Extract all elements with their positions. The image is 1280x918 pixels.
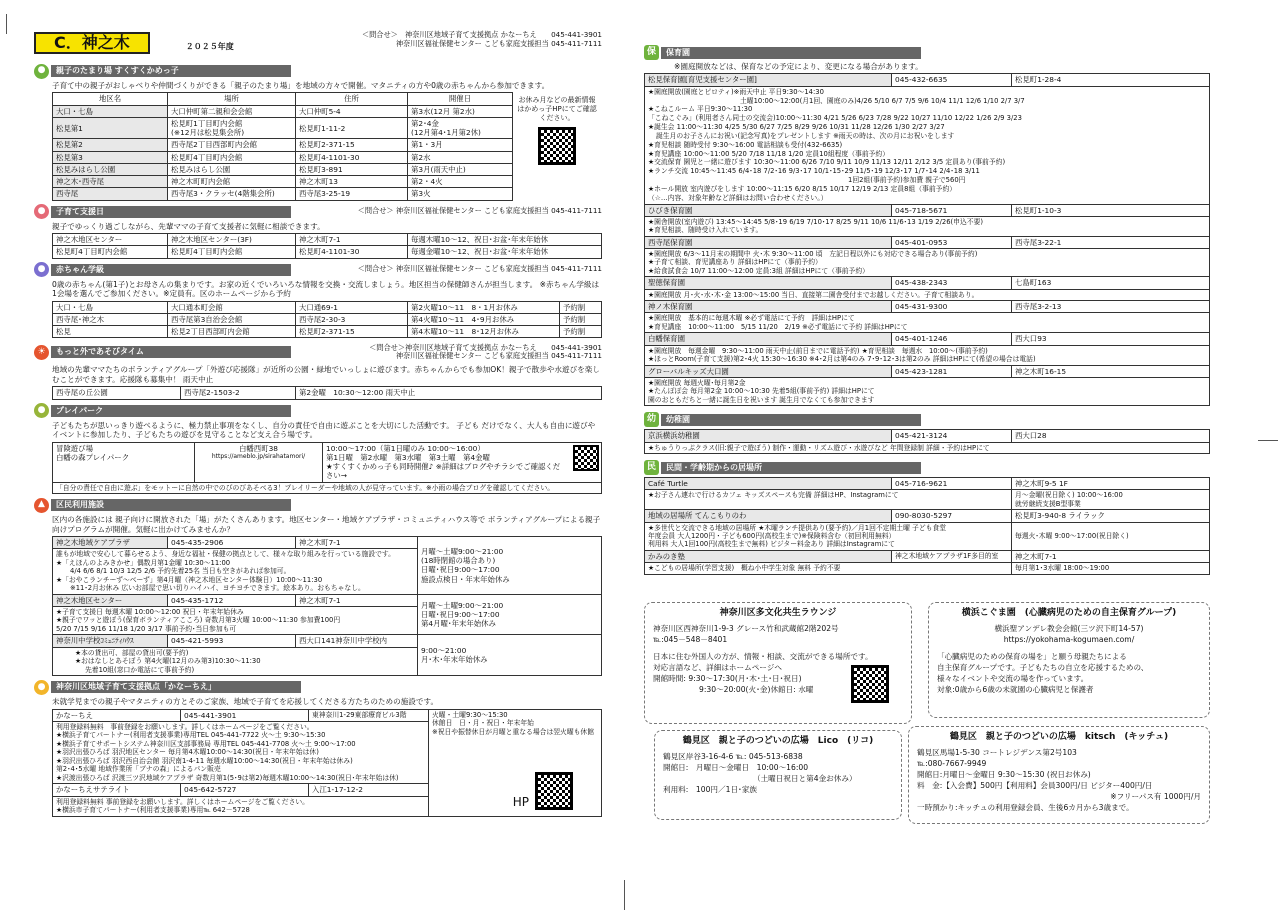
frog-icon: ● bbox=[34, 64, 49, 79]
table-cell: 西大口28 bbox=[1012, 430, 1210, 442]
table-cell: 西大口141神奈川中学校内 bbox=[296, 635, 418, 647]
table-cell: 松見町1-10-3 bbox=[1012, 204, 1210, 216]
baby-class-table bbox=[52, 301, 602, 339]
section-title: プレイパーク bbox=[51, 405, 291, 417]
table-cell: 神之木･西寺尾 bbox=[53, 176, 168, 188]
table-cell: 045-718-5671 bbox=[892, 204, 1012, 216]
text-block: ★「おやこランチーず～べーず」第4月曜（神之木地区センター体験日）10:00～11:30 bbox=[56, 575, 323, 584]
table-cell: ★こどもの居場所(学習支援) 概ね小中学生対象 無料 予約不要 bbox=[645, 563, 1012, 574]
table-cell: 大口通本町会館 bbox=[168, 301, 296, 313]
text-block: （☆…内容、対象年齢など詳細はお問い合わせください。） bbox=[648, 193, 828, 202]
table-cell: 西寺尾･神之木 bbox=[53, 313, 168, 325]
table-cell: 045-401-1246 bbox=[892, 333, 1012, 345]
baby-icon: ● bbox=[34, 262, 49, 277]
text-block: 地域の先輩ママたちのボランティアグループ「外遊び応援隊」が近所の公園・緑地でいっしょに遊びます。赤ちゃんからでも参加OK！親子で散歩や水遊びを楽しむことができます。応援隊も募集中！ 雨天中止 bbox=[52, 365, 600, 384]
table-cell: 第2金曜 10:30～12:00 雨天中止 bbox=[296, 387, 602, 399]
text-block: ★誕生会 11:00～11:30 4/25 5/30 6/27 7/25 8/29 9/26 10/31 11/28 12/26 1/30 2/27 3/27 bbox=[648, 123, 945, 132]
text-block: ★育児講座 10:00～11:00 5/20 7/18 11/18 1/20 定員10組程度（事前予約） bbox=[648, 149, 890, 158]
kindergarten-table bbox=[644, 429, 1210, 454]
text-block: ★ランチ交流 10:45～11:45 6/4･18 7/2･16 9/3･17 10/1･15･29 11/5･19 12/3･17 1/7･14 2/4･18 3/11 bbox=[648, 167, 980, 176]
page-title: C．神之木 bbox=[34, 32, 150, 54]
text-block: ★羽沢出張ひろば 羽沢地区センター 毎月第4木曜10:00～14:30(祝日・年末年始は休) bbox=[56, 748, 319, 757]
text-block: ℡:045－548－8401 bbox=[653, 635, 728, 645]
section-title: もっと外であそびタイム bbox=[51, 346, 291, 358]
text-block bbox=[34, 63, 602, 79]
text-block: 5/20 7/15 9/16 11/18 1/20 3/17 事前予約･当日参加も可 bbox=[56, 624, 237, 633]
table-cell: 松見保育園[育児支援センター園] bbox=[645, 74, 892, 86]
text-block: 開館時間: 9:30～17:30(月･木･土･日･祝日) bbox=[653, 674, 802, 684]
text-block: 第2･4･5水曜 地域作業所「ブナの森」によるパン販売 bbox=[56, 765, 221, 774]
text-block: 「心臓病児のための保育の場を」と願う母親たちによる bbox=[937, 652, 1127, 662]
text-block: ℡:080-7667-9949 bbox=[917, 759, 987, 769]
tamariba-table bbox=[52, 92, 513, 200]
text-block: 白幡の森プレイパーク bbox=[56, 452, 130, 462]
table-cell bbox=[645, 313, 1210, 333]
text-block: 開館日: 月曜日～金曜日 10:00～16:00 bbox=[663, 763, 809, 773]
section-title: 子育て支援日 bbox=[51, 206, 291, 218]
text-block: ★給食試食会 10/7 11:00～12:00 定員:3組 詳細はHPにて（事前予約） bbox=[648, 266, 869, 275]
table-cell: 神之木町16-15 bbox=[1012, 365, 1210, 377]
table-cell: 地域の居場所 てんこもりのわ bbox=[645, 510, 892, 522]
section-title: 区民利用施設 bbox=[51, 499, 291, 511]
table-cell bbox=[645, 522, 1012, 550]
text-block: （土曜日祝日と第4金お休み） bbox=[753, 774, 857, 784]
table-cell: 東神奈川1-29東部療育ビル3階 bbox=[309, 709, 429, 721]
text-block: ★園庭開放 月･火･水･木･金 13:00～15:00 当日、直接第二園舎受付までお越しください。子育て相談あり。 bbox=[648, 290, 979, 299]
text-block: ★おはなしとあそぼう 第4火曜(12月のみ第3)10:30～11:30 bbox=[75, 657, 261, 666]
text-block: 年度会員 大人1200円・子ども600円(高校生まで)※保険料含む（初回利用無料） bbox=[648, 531, 896, 540]
qr-code-icon[interactable] bbox=[851, 665, 889, 703]
outdoor-table bbox=[52, 386, 602, 399]
left-column bbox=[34, 32, 602, 817]
table-cell: 西寺尾の丘公園 bbox=[53, 387, 181, 399]
table-cell: 西寺尾3-25-19 bbox=[296, 188, 408, 200]
table-cell: 白幡保育園 bbox=[645, 333, 892, 345]
text-block: 9:30～20:00(火･金)休館日: 水曜 bbox=[699, 685, 814, 695]
text-block: ★すくすくかめっ子も同時開催♪ ※詳細はブログやチラシでご確認ください→ bbox=[326, 462, 561, 481]
table-cell: 松見町1丁目町内会館 (※12月は松見集会所) bbox=[168, 117, 296, 139]
text-block: 神奈川区福祉保健センター こども家庭支援担当 045-411-7111 bbox=[395, 351, 602, 361]
table-cell: 毎週木曜10～12、祝日･お盆･年末年始休 bbox=[408, 234, 602, 246]
table-cell: 9:00～21:00 月･木･年末年始休み bbox=[418, 635, 602, 676]
text-block: 1回2組(事前予約)参加費 親子で560円 bbox=[848, 176, 966, 185]
table-cell: 045-432-6635 bbox=[892, 74, 1012, 86]
table-cell: 京浜横浜幼稚園 bbox=[645, 430, 892, 442]
text-block: 子どもたちが思いっきり遊べるように、極力禁止事項をなくし、自分の責任で自由に遊ぶことを大切にした活動です。 子ども だけでなく、大人も自由に遊びやイベントに参加したり、子どもたちの遊びを見守ることなど支え合う場です。 bbox=[52, 420, 596, 440]
kindergarten-tag-icon: 幼 bbox=[644, 412, 659, 427]
text-block: 対応言語など、詳細はホームページへ bbox=[653, 663, 782, 673]
text-block: ★園庭開放(園庭とピロティ)※雨天中止 平日9:30～14:30 bbox=[648, 87, 824, 96]
table-cell: 045-438-2343 bbox=[892, 277, 1012, 289]
table-cell: 西寺尾保育園 bbox=[645, 236, 892, 248]
text-block bbox=[34, 679, 602, 695]
year-label: ２０２５年度 bbox=[185, 42, 234, 51]
table-cell: 月曜～土曜9:00～21:00 日曜･祝日9:00～17:00 第4月曜･年末年始休み bbox=[418, 594, 602, 635]
table-cell: 大口・七島 bbox=[53, 301, 168, 313]
table-cell: 西寺尾3・クラッセ(4階集会所) bbox=[168, 188, 296, 200]
table-cell: 松見第2 bbox=[53, 139, 168, 151]
table-cell: 第4木曜10～11 8･12月お休み bbox=[408, 326, 560, 338]
table-cell: 045-642-5727 bbox=[181, 784, 309, 796]
table-cell: 045-435-2906 bbox=[168, 537, 296, 549]
table-cell: 第2･4金 (12月第4･1月第2休) bbox=[408, 117, 513, 139]
text-block bbox=[369, 344, 602, 361]
side-note: お休み月などの最新情報はかめっ子HPにてご確認ください。 bbox=[517, 96, 597, 122]
table-cell: ★お子さん連れで行けるカフェ キッズスペースも完備 詳細はHP、Instagramにて bbox=[645, 490, 1012, 510]
table-cell bbox=[645, 345, 1210, 365]
text-block: ★子育て支援日 毎週木曜 10:00～12:00 祝日・年末年始休み bbox=[56, 608, 244, 616]
text-block: 「こねこぐみ」(利用者さん同士の交流会)10:00～11:30 4/21 5/26 6/23 7/28 9/22 10/27 11/10 12/22 1/26 2/9 3/23 bbox=[648, 114, 1022, 123]
header-contact bbox=[362, 30, 602, 48]
text-block: 誕生月のお子さんにお祝い(記念写真)をプレゼントします ※雨天の時は、次の月にお祝いをします bbox=[656, 131, 955, 140]
table-cell: 045-421-5993 bbox=[168, 635, 296, 647]
facility-table bbox=[52, 536, 602, 676]
table-cell: 045-431-9300 bbox=[892, 301, 1012, 313]
text-block: 鶴見区岸谷3-16-4-6 ℡: 045-513-6838 bbox=[663, 752, 803, 762]
table-cell: かなーちえ bbox=[53, 709, 181, 721]
support-day-table bbox=[52, 233, 602, 259]
text-block bbox=[34, 233, 602, 259]
table-cell: 月～金曜(祝日除く) 10:00～16:00 就労継続支援B型事業 bbox=[1012, 490, 1210, 510]
text-block: 園のおともだちと一緒に誕生日を祝います 誕生月でなくても参加できます bbox=[648, 395, 875, 404]
table-cell: 西寺尾2丁目西部町内会館 bbox=[168, 139, 296, 151]
table-cell: 七島町163 bbox=[1012, 277, 1210, 289]
text-block: ＜問合せ＞ 神奈川区福祉保健センター こども家庭支援担当 045-411-7111 bbox=[357, 264, 602, 274]
table-cell: Café Turtle bbox=[645, 478, 892, 490]
table-cell bbox=[645, 216, 1210, 236]
table-cell: 大口仲町5-4 bbox=[296, 105, 408, 117]
text-block: https://yokohama-kogumaen.com/ bbox=[1003, 635, 1135, 645]
table-cell: 松見みはらし公園 bbox=[168, 163, 296, 175]
table-cell bbox=[53, 607, 418, 635]
text-block: ★たんぽぽ会 毎月第2金 10:00～10:30 先着5組(事前予約) 詳細はHPにて bbox=[648, 387, 875, 396]
section-title: 幼稚園 bbox=[661, 414, 921, 426]
table-cell: 神奈川中学校ｺﾐｭﾆﾃｨﾊｳｽ bbox=[53, 635, 168, 647]
text-block: ★本の貸出可、部屋の貸出可(要予約) bbox=[75, 648, 189, 657]
table-cell: 西寺尾 bbox=[53, 188, 168, 200]
kogumaen-panel bbox=[928, 602, 1210, 718]
table-cell: 大口仲町第二親和会会館 bbox=[168, 105, 296, 117]
text-block: 神奈川区西神奈川1-9-3 グレース竹和武蔵館2階202号 bbox=[653, 624, 839, 634]
person-icon: ● bbox=[34, 680, 49, 695]
table-cell: 第3月(雨天中止) bbox=[408, 163, 513, 175]
text-block: 開館日:月曜日～金曜日 9:30～15:30 (祝日お休み) bbox=[917, 770, 1091, 780]
table-cell bbox=[323, 442, 602, 482]
table-header: 住所 bbox=[296, 93, 408, 105]
crop-mark bbox=[624, 880, 625, 910]
text-block: ＜問合せ＞ 神奈川区地域子育て支援拠点 かなーちえ 045-441-3901 bbox=[361, 30, 602, 39]
text-block bbox=[644, 45, 1210, 60]
text-block: ★こねこルーム 平日9:30～11:30 bbox=[648, 105, 753, 114]
table-cell: 045-435-1712 bbox=[168, 594, 296, 606]
table-cell: 西大口93 bbox=[1012, 333, 1210, 345]
section-title: 親子のたまり場 すくすくかめっ子 bbox=[51, 65, 291, 77]
text-block: 横浜聖アンデレ教会会館(三ツ沢下町14-57) bbox=[994, 624, 1144, 634]
text-block: 鶴見区馬場1-5-30 コートレジデンス第2号103 bbox=[917, 748, 1077, 758]
text-block: 利用登録料無料 事前登録をお願いします。詳しくはホームページをご覧ください。 bbox=[56, 722, 314, 731]
text-block bbox=[34, 497, 602, 513]
text-block bbox=[34, 92, 602, 200]
text-block: ★沢渡出張ひろば 沢渡三ツ沢地域ケアプラザ 奇数月第1(5･9は第2)毎週木曜10:00～14:30(祝日･年末年始は休) bbox=[56, 773, 399, 782]
table-cell: 西寺尾第3自治会会館 bbox=[168, 313, 296, 325]
table-cell: 西寺尾2-1503-2 bbox=[181, 387, 296, 399]
text-block: 冒険遊び場 bbox=[56, 443, 93, 453]
text-block: ★育児講座 10:00～11:00 5/15 11/20 2/19 ※必ず電話にて予約 詳細はHPにて bbox=[648, 322, 908, 331]
table-cell bbox=[53, 721, 429, 783]
table-cell bbox=[645, 248, 1210, 276]
table-cell: 松見町4丁目町内会館 bbox=[53, 246, 168, 258]
text-block: 誰もが地域で安心して暮らせるよう、身近な福祉・保健の拠点として、様々な取り組みを行っている施設です。 bbox=[56, 550, 395, 559]
text-block bbox=[34, 301, 602, 339]
table-cell: 神之木町7-1 bbox=[1012, 550, 1210, 562]
table-cell: 松見 bbox=[53, 326, 168, 338]
text-block: ★多世代と交流できる地域の居場所 ★木曜ランチ提供あり(要予約)／月1回不定期土曜 子ども食堂 bbox=[648, 523, 947, 532]
table-cell: 090-8030-5297 bbox=[892, 510, 1012, 522]
text-block: ★園庭開放 6/3～11月末の期間中 火･木 9:30～11:00 頃 左記日程以外にも対応できる場合あり(事前予約) bbox=[648, 249, 978, 258]
table-cell: 第2火曜10～11 8・1月お休み bbox=[408, 301, 560, 313]
table-cell: 神之木町町内会館 bbox=[168, 176, 296, 188]
text-block: 利用登録料無料 事前登録をお願いします。詳しくはホームページをご覧ください。 bbox=[56, 797, 309, 806]
nursery-table bbox=[644, 73, 1210, 406]
text-block: 横浜こぐま園 (心臓病児のための自主保育グループ) bbox=[961, 608, 1177, 618]
crop-mark bbox=[6, 14, 7, 34]
table-cell: 045-421-3124 bbox=[892, 430, 1012, 442]
text-block: 親子でゆっくり過ごしながら、先輩ママの子育て支援者に気軽に相談できます。 bbox=[52, 221, 325, 231]
lico-panel bbox=[654, 730, 902, 820]
text-block: 白幡西町38 bbox=[239, 443, 278, 453]
section-title: 保育園 bbox=[661, 47, 921, 59]
text-block: 自主保育グループです。子どもたちの自立を応援するための、 bbox=[937, 663, 1149, 673]
table-cell: 045-423-1281 bbox=[892, 365, 1012, 377]
table-cell: 神ノ木保育園 bbox=[645, 301, 892, 313]
table-cell: 神之木町9-5 1F bbox=[1012, 478, 1210, 490]
text-block bbox=[34, 204, 602, 220]
building-icon: ▲ bbox=[34, 498, 49, 513]
text-block: 区内の各施設には 親子向けに開放された「場」がたくさんあります。地区センター・地域ケアプラザ・コミュニティハウス等で ボランティアグループによる親子向けプログラムが開催。気軽に出かけてみませんか？ bbox=[52, 515, 601, 534]
text-block: ★ほっとRoom(子育て支援)第2･4火 15:30～16:30 ※4･2月は第4のみ 7･9･12･3は第2のみ 詳細はHPにて(希望の場合は電話) bbox=[648, 355, 1036, 364]
text-block: 利用料 大人1回100円(高校生まで無料) ビジター料金あり 詳細はInstagramにて bbox=[648, 540, 895, 549]
table-cell: 松見町3-940-8 ライラック bbox=[1012, 510, 1210, 522]
table-cell bbox=[645, 289, 1210, 300]
text-block: 利用料: 100円／1日･家族 bbox=[663, 785, 758, 795]
table-cell: 松見町2-371-15 bbox=[296, 326, 408, 338]
text-block bbox=[513, 92, 601, 200]
table-cell bbox=[53, 647, 418, 675]
kitsch-panel bbox=[908, 726, 1210, 824]
text-block: 先着10組(窓口か電話にて事前予約) bbox=[85, 665, 195, 674]
text-block: ★横浜市子育てパートナー(利用者支援事業)専用℡ 642－5728 bbox=[56, 806, 250, 815]
table-cell bbox=[195, 442, 323, 482]
table-cell: 毎月第1･3水曜 18:00～19:00 bbox=[1012, 563, 1210, 574]
table-cell: 予約制 bbox=[560, 326, 602, 338]
table-cell: かなーちえサテライト bbox=[53, 784, 181, 796]
table-cell: 神之木町7-1 bbox=[296, 537, 418, 549]
text-block bbox=[34, 403, 602, 419]
table-cell bbox=[53, 442, 195, 482]
table-cell: 神之木地域ケアプラザ bbox=[53, 537, 168, 549]
table-cell: 毎週金曜10～12、祝日･お盆･年末年始休 bbox=[408, 246, 602, 258]
text-block: https://ameblo.jp/sirahatamori/ bbox=[211, 452, 306, 460]
text-block: ★園庭開放 毎週金曜 9:30～11:00 雨天中止(前日までに電話予約) ★育児相談 毎週水 10:00～(事前予約) bbox=[648, 346, 988, 355]
table-cell: 第2水 bbox=[408, 151, 513, 163]
table-cell: ひびき保育園 bbox=[645, 204, 892, 216]
table-cell bbox=[645, 377, 1210, 405]
text-block: ＜問合せ＞神奈川区地域子育て支援拠点 かなーちえ 045-441-3901 bbox=[369, 342, 602, 352]
hp-label: HP bbox=[512, 794, 529, 809]
text-block: 未就学児までの親子やマタニティの方とそのご家族、地域で子育てを応援してくださる方たちのための施設です。 bbox=[52, 697, 439, 707]
table-cell: 予約制 bbox=[560, 313, 602, 325]
text-block: ★育児相談、随時受け入れています。 bbox=[648, 226, 763, 235]
table-cell bbox=[645, 86, 1210, 204]
text-block: ★親子でワッと遊ぼう(保育ボランティアこころ) 奇数月第3火曜 10:00～11:30 参加費100円 bbox=[56, 616, 341, 625]
table-cell: 第3火 bbox=[408, 188, 513, 200]
table-cell: かみのき塾 bbox=[645, 550, 892, 562]
table-cell bbox=[53, 549, 418, 594]
playpark-table bbox=[52, 442, 602, 494]
text-block: ★「えほんのよみきかせ」偶数月第1金曜 10:30～11:00 bbox=[56, 558, 231, 567]
text-block bbox=[34, 386, 602, 399]
private-tag-icon: 民 bbox=[644, 460, 659, 475]
leaf-icon: ● bbox=[34, 403, 49, 418]
text-block: ※園庭開放などは、保育などの予定により、変更になる場合があります。 bbox=[674, 62, 923, 71]
table-cell: 松見第1 bbox=[53, 117, 168, 139]
table-cell: 大口通69-1 bbox=[296, 301, 408, 313]
table-cell: 神之木町7-1 bbox=[296, 234, 408, 246]
table-cell: グローバルキッズ大口園 bbox=[645, 365, 892, 377]
table-cell: 神之木地域ケアプラザ1F多目的室 bbox=[892, 550, 1012, 562]
text-block: 日本に住む外国人の方が、情報・相談、交流ができる場所です。 bbox=[653, 652, 873, 662]
table-cell: 大口・七島 bbox=[53, 105, 168, 117]
table-cell: 「自分の責任で自由に遊ぶ」をモットーに自然の中でのびのびあそべる3！プレイリーダーや地域の人が見守っています。※小雨の場合ブログを確認してください。 bbox=[53, 482, 602, 493]
table-cell: 045-441-3901 bbox=[181, 709, 309, 721]
crop-mark bbox=[1258, 440, 1278, 441]
table-cell: 聖徳保育園 bbox=[645, 277, 892, 289]
text-block: ★子育て相談、育児講座あり 詳細はHPにて（事前予約） bbox=[648, 258, 822, 267]
table-header: 場所 bbox=[168, 93, 296, 105]
text-block: 神奈川区多文化共生ラウンジ bbox=[719, 608, 837, 618]
text-block: 鶴見区 親と子のつどいの広場 Lico (リコ) bbox=[682, 736, 874, 746]
text-block: ★園庭開放 基本的に毎週木曜 ※必ず電話にて予約 詳細はHPにて bbox=[648, 314, 855, 323]
sun-icon: ☀ bbox=[34, 345, 49, 360]
text-block: 第1日曜 第2水曜 第3水曜 第3土曜 第4金曜 bbox=[326, 452, 490, 462]
table-cell: 松見町2-371-15 bbox=[296, 139, 408, 151]
section-title: 民間・学齢期からの居場所 bbox=[661, 462, 921, 474]
text-block: ★羽沢出張ひろば 羽沢西自治会館 羽沢南1-4-11 毎週水曜10:00～14:30(祝日・年末年始は休み) bbox=[56, 756, 353, 765]
table-cell: 神之木町13 bbox=[296, 176, 408, 188]
nursery-tag-icon: 保 bbox=[644, 45, 659, 60]
text-block: ★園舎開放(室内遊び) 13:45～14:45 5/8･19 6/19 7/10･17 8/25 9/11 10/6 11/6･13 1/19 2/26(申込不要) bbox=[648, 217, 984, 226]
table-cell: 松見町1-11-2 bbox=[296, 117, 408, 139]
table-cell: 神之木地区センター bbox=[53, 234, 168, 246]
text-block bbox=[34, 442, 602, 494]
text-block: ＜問合せ＞ 神奈川区福祉保健センター こども家庭支援担当 045-411-7111 bbox=[357, 206, 602, 216]
text-block bbox=[644, 460, 1210, 475]
text-block bbox=[644, 412, 1210, 427]
table-cell: 松見町3-891 bbox=[296, 163, 408, 175]
table-cell: 西寺尾3-22-1 bbox=[1012, 236, 1210, 248]
table-cell: ★ちゅうりっぷクラス(旧:親子で遊ぼう) 制作・運動・リズム遊び・水遊びなど 年間登録制 詳細・予約はHPにて bbox=[645, 442, 1210, 453]
kanachie-table bbox=[52, 709, 602, 817]
lounge-panel bbox=[644, 602, 912, 724]
text-block bbox=[513, 772, 573, 810]
table-cell: 045-401-0953 bbox=[892, 236, 1012, 248]
text-block: ★ホール開放 室内遊びをします 10:00～11:15 6/20 8/15 10/17 12/19 2/13 定員8組（事前予約） bbox=[648, 184, 957, 193]
text-block: 神奈川区福祉保健センター こども家庭支援担当 045-411-7111 bbox=[395, 39, 602, 48]
text-block: 4/4 6/6 8/1 10/3 12/5 2/6 予約先着25名 当日も空きがあれば参加可。 bbox=[70, 567, 291, 576]
text-block: 一時預かり:キッチュの利用登録会員、生後6カ月から3歳まで。 bbox=[917, 803, 1134, 813]
text-block: ★育児相談 随時受付 9:30～16:00 電話相談も受付(432-6635) bbox=[648, 140, 843, 149]
table-cell: 神之木地区センター(3F) bbox=[168, 234, 296, 246]
table-cell: 第3水(12月 第2水) bbox=[408, 105, 513, 117]
text-block: ※11･2月お休み 広いお部屋で思い切りハイハイ、ヨチヨチできます。絵本あり。おもちゃなし。 bbox=[70, 584, 365, 593]
text-block: 土曜10:00～12:00(月1回、園庭のみ)4/26 5/10 6/7 7/5 9/6 10/4 11/1 12/6 1/10 2/7 3/7 bbox=[740, 96, 1025, 105]
table-cell: 神之木地区センター bbox=[53, 594, 168, 606]
text-block: 対象:0歳から6歳の未就園の心臓病児と保護者 bbox=[937, 685, 1094, 695]
text-block: ★横浜子育てサポートシステム神奈川区支部事務局 専用TEL 045-441-7708 火～土 9:00～17:00 bbox=[56, 739, 356, 748]
table-cell: 松見町4丁目町内会館 bbox=[168, 246, 296, 258]
section-title: 赤ちゃん学級 bbox=[51, 264, 291, 276]
right-column bbox=[644, 42, 1210, 575]
text-block: 鶴見区 親と子のつどいの広場 kitsch (キッチュ) bbox=[949, 732, 1169, 742]
table-header: 地区名 bbox=[53, 93, 168, 105]
section-title: 神奈川区地域子育て支援拠点「かなーちえ」 bbox=[51, 681, 301, 693]
table-cell: 松見町4丁目町内会館 bbox=[168, 151, 296, 163]
table-cell: 第4火曜10～11 4･9月お休み bbox=[408, 313, 560, 325]
table-cell: 松見町4-1101-30 bbox=[296, 246, 408, 258]
table-cell bbox=[429, 709, 602, 816]
table-cell: 神之木町7-1 bbox=[296, 594, 418, 606]
table-header: 開催日 bbox=[408, 93, 513, 105]
qr-code-icon[interactable] bbox=[573, 445, 599, 471]
text-block bbox=[34, 262, 602, 278]
text-block bbox=[34, 341, 602, 363]
table-cell: 第2・4火 bbox=[408, 176, 513, 188]
table-cell: 松見2丁目西部町内会館 bbox=[168, 326, 296, 338]
text-block bbox=[34, 536, 602, 676]
table-cell: 予約制 bbox=[560, 301, 602, 313]
text-block bbox=[34, 709, 602, 817]
text-block: ★園庭開放 毎週火曜･毎月第2金 bbox=[648, 378, 746, 387]
table-cell bbox=[53, 796, 429, 816]
table-cell: 松見第3 bbox=[53, 151, 168, 163]
text-block: ★交流保育 園児と一緒に遊びます 10:30～11:00 6/26 7/10 9/11 10/9 11/13 12/11 2/12 3/5 定員あり(事前予約) bbox=[648, 158, 1006, 167]
table-cell: 毎週火･木曜 9:00～17:00(祝日除く) bbox=[1012, 522, 1210, 550]
table-cell: 松見町4-1101-30 bbox=[296, 151, 408, 163]
text-block: 10:00～17:00（第1日曜のみ 10:00～16:00） bbox=[326, 443, 485, 453]
section-intro: 子育て中の親子がおしゃべりや仲間づくりができる「親子のたまり場」を地域の方々で開催。マタニティの方や0歳の赤ちゃんから参加できます。 bbox=[52, 81, 550, 90]
text-block: 0歳の赤ちゃん(第1子)とお母さんの集まりです。お家の近くでいろいろな情報を交換・交流しましょう。地区担当の保健師さんが担当します。 ※赤ちゃん学級は1会場を選んでご参加ください。※定員有。区のホームページから予約 bbox=[52, 279, 600, 299]
text-block bbox=[34, 32, 602, 60]
table-cell: 045-716-9621 bbox=[892, 478, 1012, 490]
private-table bbox=[644, 477, 1210, 575]
qr-code-icon[interactable] bbox=[535, 772, 573, 810]
table-cell: 西寺尾3-2-13 bbox=[1012, 301, 1210, 313]
bottle-icon: ● bbox=[34, 204, 49, 219]
text-block: ※フリーパス有 1000円/月 bbox=[1110, 792, 1201, 802]
table-cell: 松見みはらし公園 bbox=[53, 163, 168, 175]
text-block: 様々なイベントや交流の場を作っています。 bbox=[937, 674, 1089, 684]
text-block: 料 金:【入会費】500円【利用料】会員300円/日 ビジター400円/日 bbox=[917, 781, 1153, 791]
qr-code-icon[interactable] bbox=[538, 127, 576, 165]
table-cell: 西寺尾2-30-3 bbox=[296, 313, 408, 325]
table-cell: 入江1-17-12-2 bbox=[309, 784, 429, 796]
text-block: ★横浜子育てパートナー(利用者支援事業)専用TEL 045-441-7722 火～土 9:30～15:30 bbox=[56, 731, 326, 740]
text-span: 火曜・土曜9:30～15:30 休館日 日・月・祝日・年末年始 ※祝日や振替休日が月曜と重なる場合は翌火曜も休館 bbox=[432, 710, 595, 736]
table-cell: 松見町1-28-4 bbox=[1012, 74, 1210, 86]
table-cell: 第1・3月 bbox=[408, 139, 513, 151]
table-cell: 月曜～土曜9:00～21:00 (18時閉館の場合あり) 日曜･祝日9:00～17:00 施設点検日・年末年始休み bbox=[418, 537, 602, 595]
